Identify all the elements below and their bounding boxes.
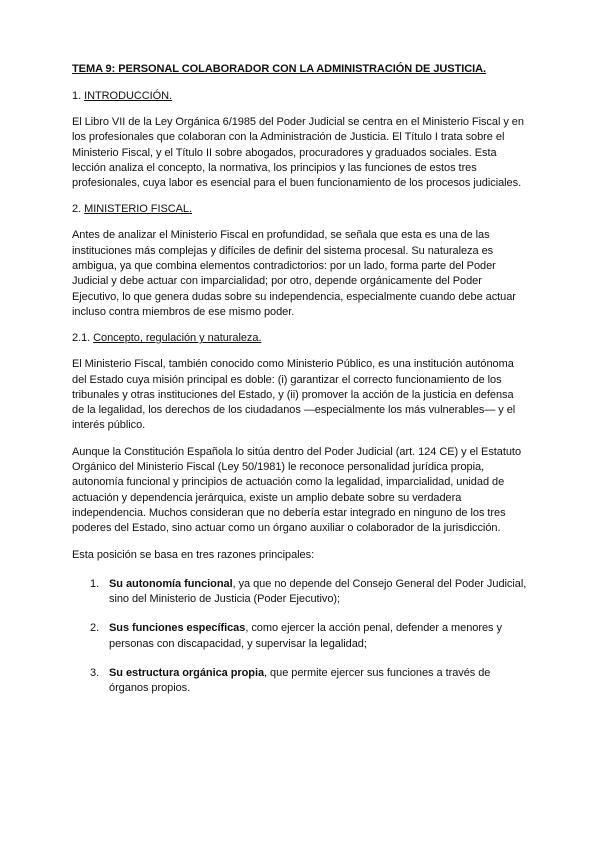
section-heading-ministerio-fiscal (72, 202, 528, 217)
list-item (72, 621, 528, 652)
list-item (72, 666, 528, 697)
list-item-bold: Sus funciones específicas (109, 622, 246, 635)
list-item-text: , como ejercer la acción penal, defender a menores y personas con discapacidad, y supervisar la legalidad; (109, 622, 502, 650)
list-item-bold: Su autonomía funcional (109, 577, 233, 590)
ministerio-paragraph: Antes de analizar el Ministerio Fiscal en profundidad, se señala que esta es una de las instituciones más complejas y difíciles de definir del sistema procesal. Su naturaleza es ambigua, ya que combina elementos contradictorios: por un lado, forma parte del Poder Judicial y debe actuar con imparcialidad; por otro, depende orgánicamente del Poder Ejecutivo, lo que genera dudas sobre su independencia, especialmente cuando debe actuar incluso contra miembros de ese mismo poder. (72, 229, 516, 318)
list-item (72, 577, 528, 608)
list-item-bold: Su estructura orgánica propia (109, 667, 265, 680)
intro-paragraph: El Libro VII de la Ley Orgánica 6/1985 del Poder Judicial se centra en el Ministerio Fiscal y en los profesionales que colaboran con la Administración de Justicia. El Título I trata sobre el Ministerio Fiscal, y el Título II sobre abogados, procuradores y graduados sociales. Esta lección analiza el concepto, la normativa, los principios y las funciones de estos tres profesionales, cuya labor es esencial para el buen funcionamiento de los procesos judiciales. (72, 116, 524, 190)
subsection-heading-concepto (72, 331, 528, 346)
list-number: 3. (90, 667, 100, 680)
concepto-paragraph-3: Esta posición se basa en tres razones principales: (72, 548, 315, 561)
list-item-text: , ya que no depende del Consejo General del Poder Judicial, sino del Ministerio de Justicia (Poder Ejecutivo); (109, 577, 527, 606)
section-title: INTRODUCCIÓN. (84, 90, 173, 102)
section-number: 1. (72, 90, 85, 102)
subsection-number: 2.1. (72, 332, 94, 345)
list-number: 2. (90, 622, 100, 635)
document-page (72, 62, 528, 711)
reasons-list (72, 577, 528, 697)
list-number: 1. (90, 577, 100, 590)
section-heading-introduccion (72, 89, 528, 104)
concepto-paragraph-1: El Ministerio Fiscal, también conocido como Ministerio Público, es una institución autónoma del Estado cuya misión principal es doble: (i) garantizar el correcto funcionamiento de los tribunales y otras instituciones del Estado, y (ii) promover la acción de la justicia en defensa de la legalidad, los derechos de los ciudadanos —especialmente los más vulnerables— y el interés público. (72, 358, 516, 432)
concepto-paragraph-2: Aunque la Constitución Española lo sitúa dentro del Poder Judicial (art. 124 CE) y el Estatuto Orgánico del Ministerio Fiscal (Ley 50/1981) le reconoce personalidad jurídica propia, autonomía funcional y principios de actuación como la legalidad, imparcialidad, unidad de actuación y dependencia jerárquica, existe un amplio debate sobre su verdadera independencia. Muchos consideran que no debería estar integrado en ninguno de los tres poderes del Estado, sino actuar como un órgano auxiliar o colaborador de la jurisdicción. (72, 445, 522, 535)
list-item-text: , que permite ejercer sus funciones a través de órganos propios. (109, 667, 491, 695)
subsection-title: Concepto, regulación y naturaleza. (93, 332, 262, 345)
section-title: MINISTERIO FISCAL. (84, 203, 192, 216)
page-title: TEMA 9: PERSONAL COLABORADOR CON LA ADMINISTRACIÓN DE JUSTICIA. (72, 63, 487, 75)
section-number: 2. (72, 203, 85, 216)
